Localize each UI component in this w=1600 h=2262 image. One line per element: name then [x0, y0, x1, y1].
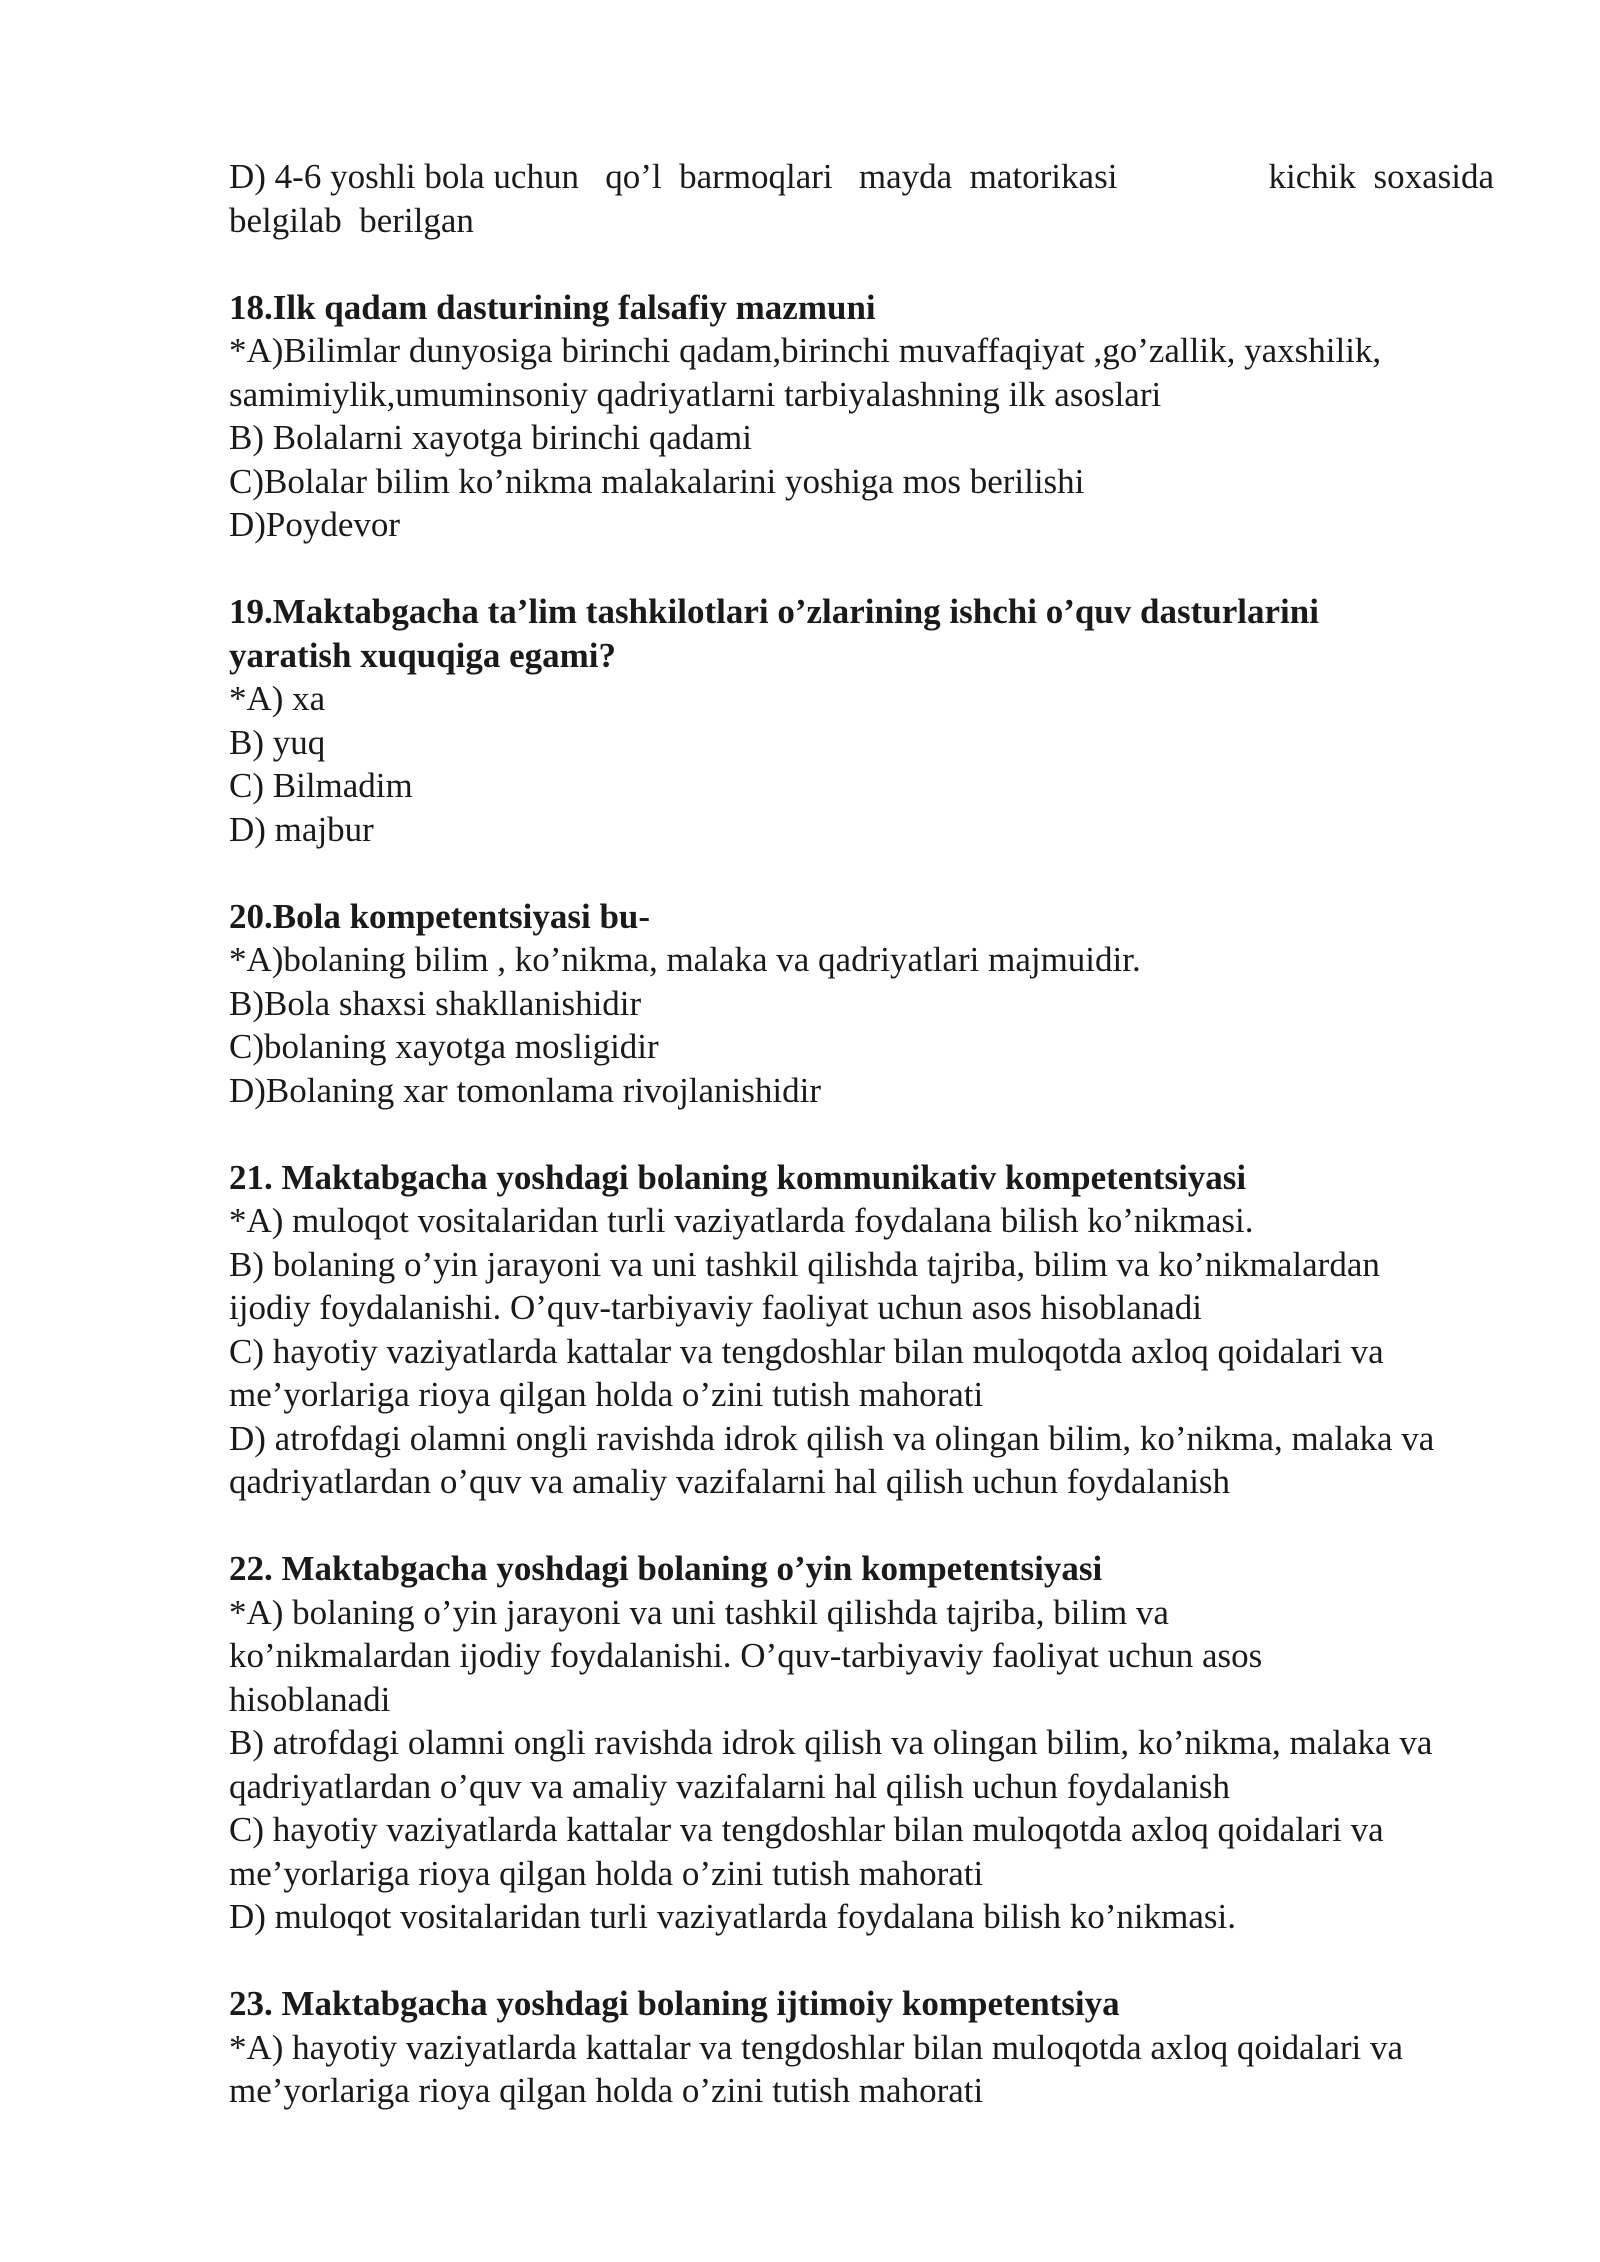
document-page: [229, 155, 1494, 2156]
question-title: 20.Bola kompetentsiyasi bu-: [229, 896, 651, 936]
answer-option-c: C)Bolalar bilim ko’nikma malakalarini yoshiga mos berilishi: [229, 461, 1085, 501]
answer-option-d: D)Bolaning xar tomonlama rivojlanishidir: [229, 1070, 821, 1110]
question-20: [229, 895, 1494, 1113]
question-23: [229, 1982, 1494, 2113]
answer-option-a: *A) hayotiy vaziyatlarda kattalar va tengdoshlar bilan muloqotda axloq qoidalari va me’yorlariga rioya qilgan holda o’zini tutish mahorati: [229, 2027, 1404, 2110]
intro-line-2: belgilab berilgan: [229, 200, 474, 240]
answer-option-a: *A) xa: [229, 679, 326, 718]
question-title: 23. Maktabgacha yoshdagi bolaning ijtimoiy kompetentsiya: [229, 1984, 1120, 2023]
answer-option-d: D) atrofdagi olamni ongli ravishda idrok qilish va olingan bilim, ko’nikma, malaka va qadriyatlardan o’quv va amaliy vazifalarni hal qilish uchun foydalanish: [229, 1418, 1435, 1501]
answer-option-b: B) Bolalarni xayotga birinchi qadami: [229, 418, 752, 457]
answer-option-a: *A) bolaning o’yin jarayoni va uni tashkil qilishda tajriba, bilim va ko’nikmalardan ijodiy foydalanishi. O’quv-tarbiyaviy faoliyat uchun asos hisoblanadi: [229, 1592, 1263, 1719]
answer-option-a: *A) muloqot vositalaridan turli vaziyatlarda foydalana bilish ko’nikmasi.: [229, 1201, 1254, 1240]
answer-option-d: D)Poydevor: [229, 505, 401, 544]
answer-option-c: C) hayotiy vaziyatlarda kattalar va tengdoshlar bilan muloqotda axloq qoidalari va me’yorlariga rioya qilgan holda o’zini tutish mahorati: [229, 1331, 1384, 1414]
answer-option-b: B) bolaning o’yin jarayoni va uni tashkil qilishda tajriba, bilim va ko’nikmalardan ijodiy foydalanishi. O’quv-tarbiyaviy faoliyat uchun asos hisoblanadi: [229, 1244, 1380, 1327]
intro-block: [229, 155, 1494, 242]
answer-option-b: B) yuq: [229, 722, 326, 762]
question-18: [229, 286, 1494, 547]
intro-line-1-right: kichik soxasida: [1268, 157, 1494, 196]
answer-option-c: C) Bilmadim: [229, 766, 413, 805]
question-21: [229, 1156, 1494, 1504]
answer-option-a: *A)Bilimlar dunyosiga birinchi qadam,birinchi muvaffaqiyat ,go’zallik, yaxshilik, samimiylik,umuminsoniy qadriyatlarni tarbiyalashning ilk asoslari: [229, 331, 1382, 414]
answer-option-d: D) muloqot vositalaridan turli vaziyatlarda foydalana bilish ko’nikmasi.: [229, 1897, 1236, 1936]
intro-line-1-left: D) 4-6 yoshli bola uchun qo’l barmoqlari mayda matorikasi: [229, 157, 1118, 196]
answer-option-d: D) majbur: [229, 809, 374, 849]
answer-option-a: *A)bolaning bilim , ko’nikma, malaka va qadriyatlari majmuidir.: [229, 940, 1141, 979]
question-22: [229, 1547, 1494, 1939]
answer-option-b: B) atrofdagi olamni ongli ravishda idrok qilish va olingan bilim, ko’nikma, malaka va qadriyatlardan o’quv va amaliy vazifalarni hal qilish uchun foydalanish: [229, 1723, 1433, 1806]
answer-option-c: C) hayotiy vaziyatlarda kattalar va tengdoshlar bilan muloqotda axloq qoidalari va me’yorlariga rioya qilgan holda o’zini tutish mahorati: [229, 1810, 1384, 1893]
intro-line-1: [229, 155, 1494, 199]
answer-option-b: B)Bola shaxsi shakllanishidir: [229, 983, 642, 1023]
question-title: 18.Ilk qadam dasturining falsafiy mazmuni: [229, 287, 876, 327]
question-19: [229, 590, 1494, 851]
question-title: 22. Maktabgacha yoshdagi bolaning o’yin kompetentsiyasi: [229, 1549, 1103, 1588]
question-title: 19.Maktabgacha ta’lim tashkilotlari o’zlarining ishchi o’quv dasturlarini yaratish xuquqiga egami?: [229, 592, 1319, 675]
answer-option-c: C)bolaning xayotga mosligidir: [229, 1027, 659, 1066]
question-title: 21. Maktabgacha yoshdagi bolaning kommunikativ kompetentsiyasi: [229, 1157, 1247, 1197]
